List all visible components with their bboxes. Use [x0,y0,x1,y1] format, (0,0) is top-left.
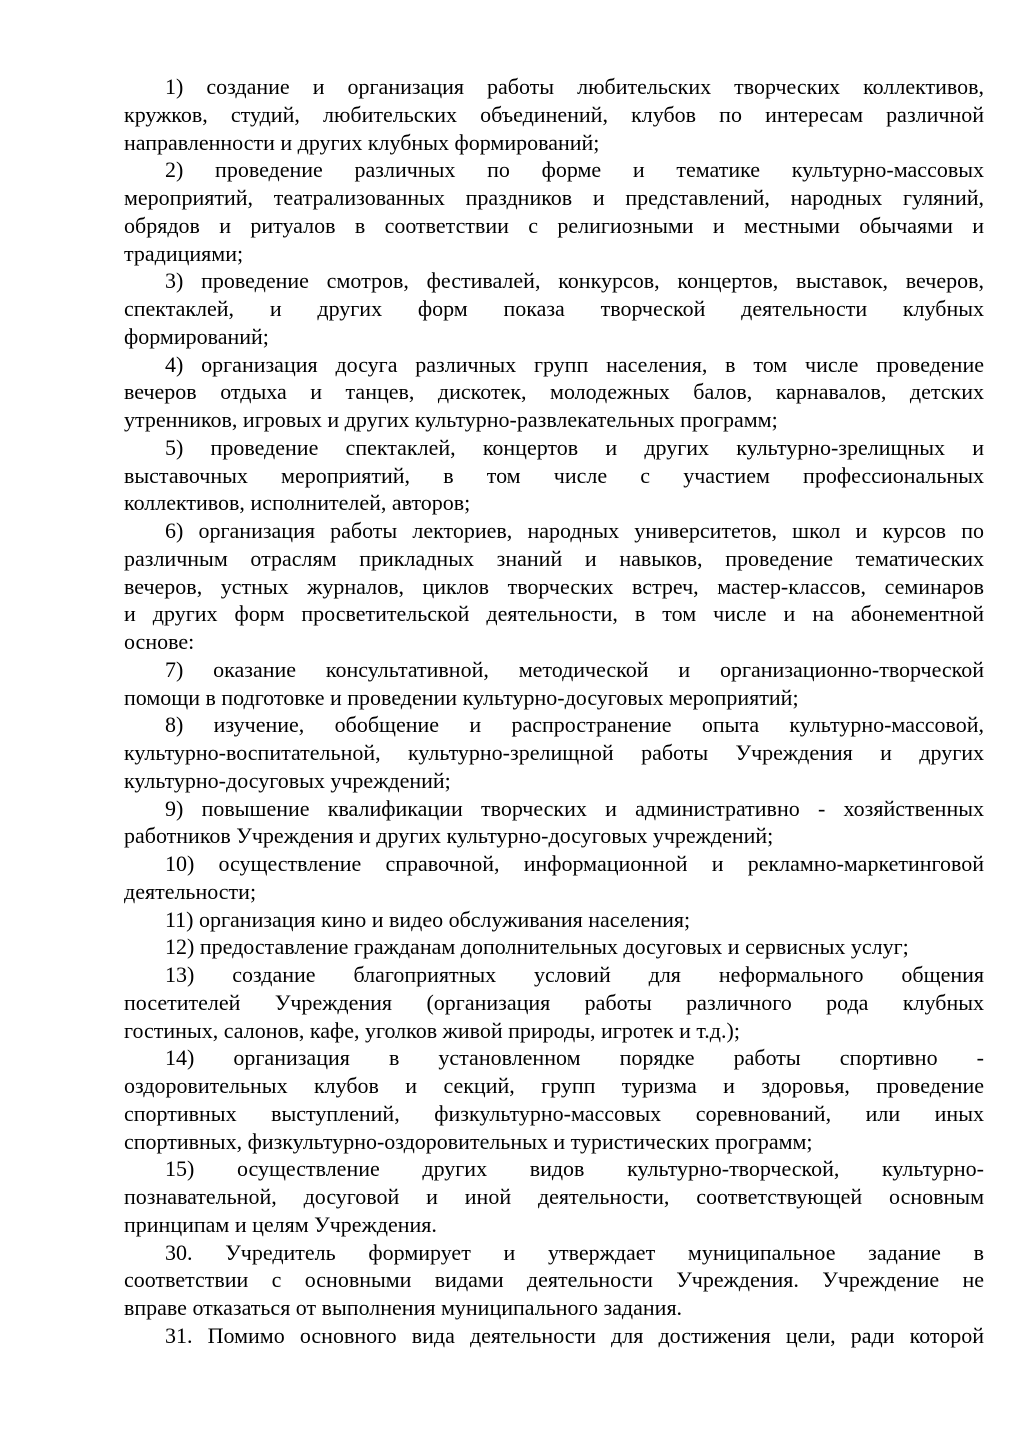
text-line: коллективов, исполнителей, авторов; [124,490,471,516]
text-line: 6) организация работы лекториев, народных университетов, школ и курсов по [165,518,984,543]
text-line: помощи в подготовке и проведении культурно-досуговых мероприятий; [124,684,799,710]
text-line: 15) осуществление других видов культурно-творческой, культурно- [165,1156,984,1182]
text-line: 14) организация в установленном порядке работы спортивно - [165,1045,984,1071]
text-line: 2) проведение различных по форме и тематике культурно-массовых [165,157,984,183]
paragraph [124,850,984,906]
text-line: гостиных, салонов, кафе, уголков живой природы, игротек и т.д.); [124,1017,740,1043]
paragraph [124,933,984,961]
text-line: обрядов и ритуалов в соответствии с религиозными и местными обычаями и [124,212,984,238]
text-line: кружков, студий, любительских объединений, клубов по интересам различной [124,101,984,127]
text-line: работников Учреждения и других культурно-досуговых учреждений; [124,823,774,849]
text-line: деятельности; [124,878,257,904]
text-line: спортивных, физкультурно-оздоровительных и туристических программ; [124,1128,813,1154]
paragraph [124,1322,984,1350]
paragraph [124,961,984,1044]
paragraph [124,795,984,851]
text-line: познавательной, досуговой и иной деятельности, соответствующей основным [124,1184,984,1209]
document-page [124,73,984,1350]
text-line: 4) организация досуга различных групп населения, в том числе проведение [165,351,984,377]
text-line: культурно-воспитательной, культурно-зрелищной работы Учреждения и других [124,740,984,765]
paragraph [124,1155,984,1238]
text-line: вправе отказаться от выполнения муниципального задания. [124,1295,683,1320]
text-line: 7) оказание консультативной, методической и организационно-творческой [165,656,984,682]
text-line: мероприятий, театрализованных праздников и представлений, народных гуляний, [124,185,984,210]
paragraph [124,434,984,517]
paragraph [124,1239,984,1322]
text-line: спектаклей, и других форм показа творческой деятельности клубных [124,296,984,321]
text-line: выставочных мероприятий, в том числе с участием профессиональных [124,462,984,488]
text-line: спортивных выступлений, физкультурно-массовых соревнований, или иных [124,1100,984,1126]
text-line: 5) проведение спектаклей, концертов и других культурно-зрелищных и [165,434,984,460]
paragraph [124,711,984,794]
text-line: направленности и других клубных формирований; [124,129,600,155]
text-line: вечеров, устных журналов, циклов творческих встреч, мастер-классов, семинаров [124,573,984,599]
text-line: 8) изучение, обобщение и распространение опыта культурно-массовой, [165,712,984,738]
paragraph [124,517,984,656]
text-line: 9) повышение квалификации творческих и административно - хозяйственных [165,795,984,821]
text-line: 10) осуществление справочной, информационной и рекламно-маркетинговой [165,851,984,876]
text-line: соответствии с основными видами деятельности Учреждения. Учреждение не [124,1267,984,1293]
text-line: и других форм просветительской деятельности, в том числе и на абонементной [124,601,984,627]
text-line: 31. Помимо основного вида деятельности для достижения цели, ради которой [165,1322,984,1348]
paragraph [124,1044,984,1155]
text-line: принципам и целям Учреждения. [124,1211,437,1237]
text-line: оздоровительных клубов и секций, групп туризма и здоровья, проведение [124,1073,984,1098]
text-line: 3) проведение смотров, фестивалей, конкурсов, концертов, выставок, вечеров, [165,268,984,294]
text-line: традициями; [124,240,244,266]
text-line: основе: [124,629,195,654]
text-line: утренников, игровых и других культурно-развлекательных программ; [124,407,778,432]
text-line: посетителей Учреждения (организация работы различного рода клубных [124,989,984,1015]
text-line: 30. Учредитель формирует и утверждает муниципальное задание в [165,1239,984,1265]
text-line: 1) создание и организация работы любительских творческих коллективов, [165,74,984,99]
text-line: формирований; [124,323,269,349]
paragraph [124,351,984,434]
text-line: 11) организация кино и видео обслуживания населения; [165,906,691,932]
text-line: вечеров отдыха и танцев, дискотек, молодежных балов, карнавалов, детских [124,379,984,405]
text-line: 13) создание благоприятных условий для неформального общения [165,962,984,987]
paragraph [124,156,984,267]
paragraph [124,656,984,712]
text-line: 12) предоставление гражданам дополнительных досуговых и сервисных услуг; [165,934,909,960]
paragraph [124,73,984,156]
paragraph [124,906,984,934]
text-line: культурно-досуговых учреждений; [124,767,451,793]
text-line: различным отраслям прикладных знаний и навыков, проведение тематических [124,545,984,571]
paragraph [124,267,984,350]
